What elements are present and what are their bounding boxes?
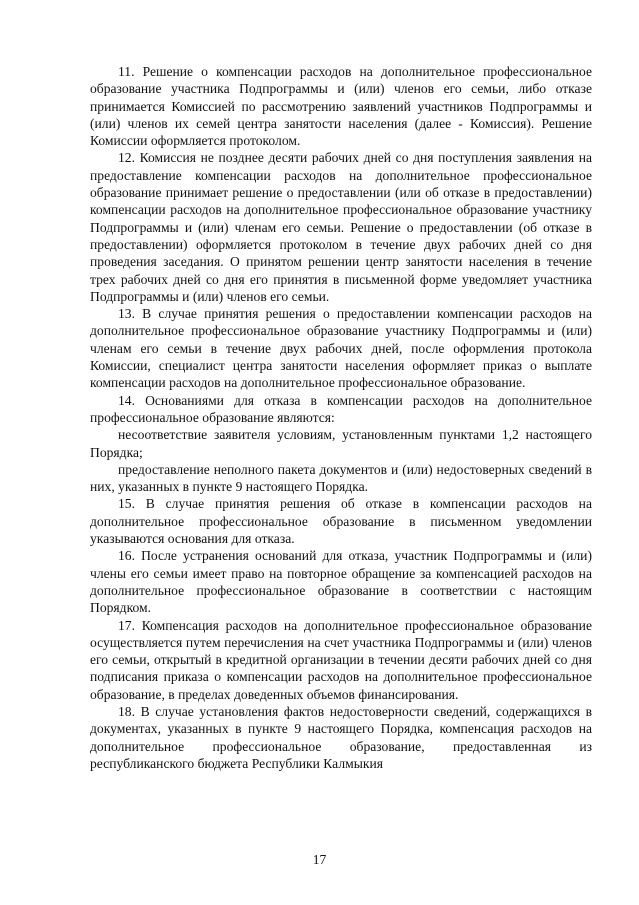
paragraph-14: 14. Основаниями для отказа в компенсации расходов на дополнительное профессиональное образование являются: — [90, 392, 592, 425]
paragraph-17: 17. Компенсация расходов на дополнительное профессиональное образование осуществляется путем перечисления на счет участника Подпрограммы и (или) членов его семьи, открытый в кредитной организации в течении десяти рабочих дней со дня подписания приказа о компенсации расходов на дополнительное профессиональное образование, в пределах доведенных объемов финансирования. — [90, 617, 592, 702]
paragraph-11: 11. Решение о компенсации расходов на дополнительное профессиональное образование участника Подпрограммы и (или) членов его семьи, либо отказе принимается Комиссией по рассмотрению заявлений участников Подпрограммы и (или) членов их семей центра занятости населения (далее - Комиссия). Решение Комиссии оформляется протоколом. — [90, 64, 592, 149]
paragraph-14-item-1: несоответствие заявителя условиям, установленным пунктами 1,2 настоящего Порядка; — [90, 427, 592, 460]
paragraph-13: 13. В случае принятия решения о предоставлении компенсации расходов на дополнительное профессиональное образование участнику Подпрограммы и (или) членам его семьи в течение двух рабочих дней, после оформления протокола Комиссии, специалист центра занятости населения оформляет приказ о выплате компенсации расходов на дополнительное профессиональное образование. — [90, 306, 592, 391]
page-number: 17 — [312, 852, 327, 867]
paragraph-16: 16. После устранения оснований для отказа, участник Подпрограммы и (или) члены его семьи имеет право на повторное обращение за компенсацией расходов на дополнительное профессиональное образование в соответствии с настоящим Порядком. — [90, 548, 592, 616]
paragraph-18: 18. В случае установления фактов недостоверности сведений, содержащихся в документах, указанных в пункте 9 настоящего Порядка, компенсация расходов на дополнительное профессиональное образование, предоставленная из республиканского бюджета Республики Калмыкия — [90, 703, 592, 771]
paragraph-14-item-2: предоставление неполного пакета документов и (или) недостоверных сведений в них, указанных в пункте 9 настоящего Порядка. — [90, 461, 592, 495]
paragraph-12: 12. Комиссия не позднее десяти рабочих дней со дня поступления заявления на предоставление компенсации расходов на дополнительное профессиональное образование принимает решение о предоставлении (или об отказе в предоставлении) компенсации расходов на дополнительное профессиональное образование участнику Подпрограммы и (или) членам его семьи. Решение о предоставлении (об отказе в предоставлении) оформляется протоколом в течение двух рабочих дней со дня проведения заседания. О принятом решении центр занятости населения в течение трех рабочих дней со дня его принятия в письменной форме уведомляет участника Подпрограммы и (или) членов его семьи. — [90, 150, 592, 304]
document-body — [90, 63, 592, 772]
paragraph-15: 15. В случае принятия решения об отказе в компенсации расходов на дополнительное профессиональное образование в письменном уведомлении указываются основания для отказа. — [90, 496, 592, 547]
